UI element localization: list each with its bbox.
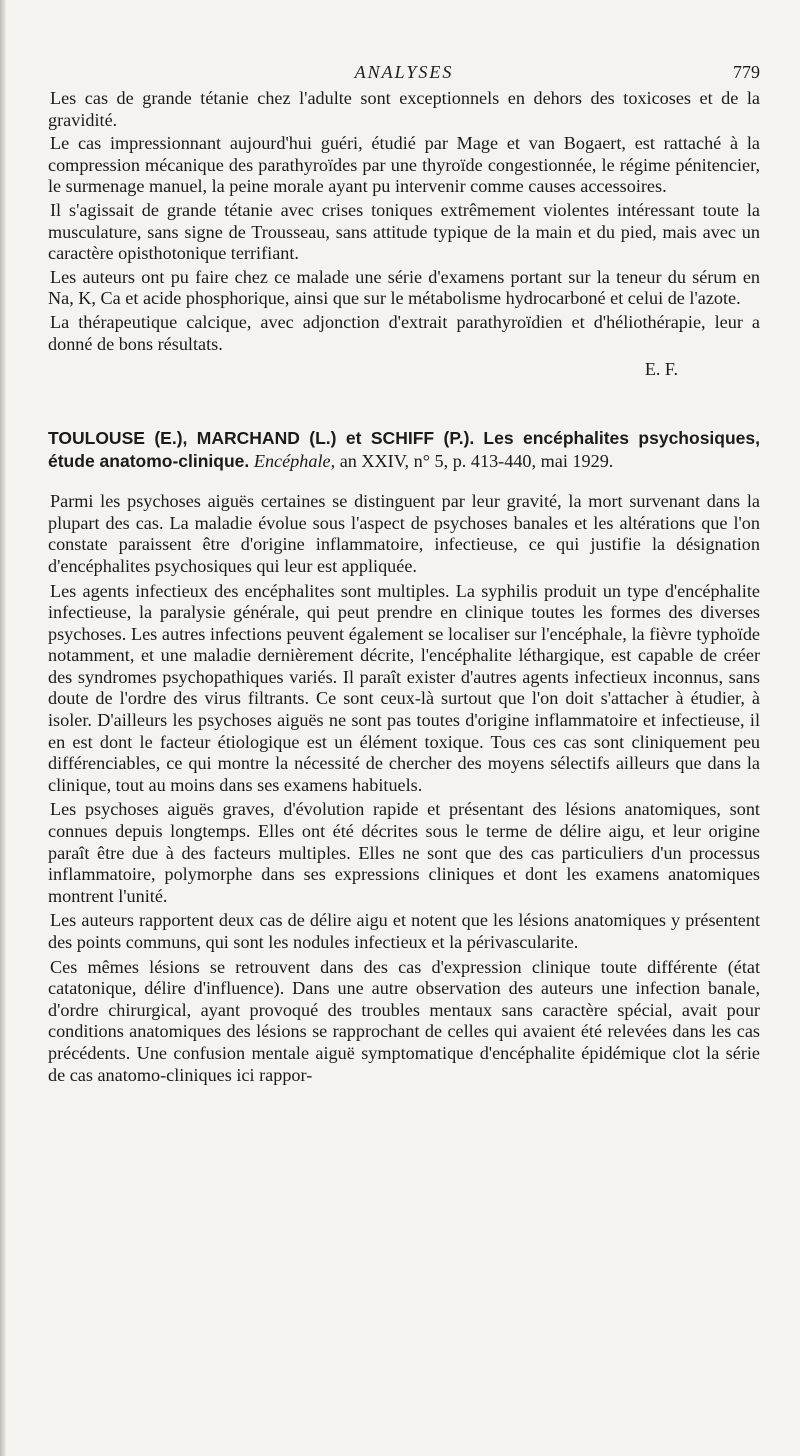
- citation-details: an XXIV, n° 5, p. 413-440, mai 1929.: [339, 451, 614, 472]
- reviewer-signature: E. F.: [644, 359, 678, 380]
- paragraph: Les cas de grande tétanie chez l'adulte sont exceptionnels en dehors des toxicoses et de la gravidité.: [48, 88, 760, 130]
- article-reference: [48, 427, 760, 473]
- paragraph: Il s'agissait de grande tétanie avec crises toniques extrêmement violentes intéressant toute la musculature, sans signe de Trousseau, sans attitude typique de la main et du pied, mais avec un caractère opisthotonique terrifiant.: [48, 199, 760, 264]
- paragraph: Les auteurs rapportent deux cas de délire aigu et notent que les lésions anatomiques y présentent des points communs, qui sont les nodules infectieux et la périvascularite.: [48, 910, 760, 952]
- review-tetanie: [48, 88, 760, 380]
- paragraph: Le cas impressionnant aujourd'hui guéri, étudié par Mage et van Bogaert, est rattaché à la compression mécanique des parathyroïdes par une thyroïde congestionnée, le régime pénitencier, le surmenage manuel, la peine morale ayant pu intervenir comme causes accessoires.: [48, 133, 760, 197]
- article-authors: TOULOUSE (E.), MARCHAND (L.) et SCHIFF (P.).: [48, 428, 475, 449]
- article-title: Les encéphalites psychosiques, étude anatomo-clinique.: [48, 428, 760, 472]
- page-number: 779: [733, 62, 760, 82]
- paragraph: La thérapeutique calcique, avec adjonction d'extrait parathyroïdien et d'héliothérapie, leur a donné de bons résultats.: [48, 311, 760, 354]
- paragraph: Les agents infectieux des encéphalites sont multiples. La syphilis produit un type d'encéphalite infectieuse, la paralysie générale, qui peut prendre en clinique toutes les formes des diverses psychoses. Les autres infections peuvent également se localiser sur l'encéphale, la fièvre typhoïde notamment, et une maladie dernièrement décrite, l'encéphalite léthargique, est capable de créer des syndromes psychopathiques variés. Il paraît exister d'autres agents infectieux inconnus, sans doute de l'ordre des virus filtrants. Ce sont ceux-là surtout que l'on doit s'attacher à étudier, à isoler. D'ailleurs les psychoses aiguës ne sont pas toutes d'origine inflammatoire et infectieuse, il en est dont le facteur étiologique est un élément toxique. Tous ces cas sont cliniquement peu différenciables, ce qui montre la nécessité de chercher des moyens sélectifs ailleurs que dans la clinique, tout au moins dans ses examens habituels.: [48, 580, 760, 795]
- paragraph: Les auteurs ont pu faire chez ce malade une série d'examens portant sur la teneur du sérum en Na, K, Ca et acide phosphorique, ainsi que sur le métabolisme hydrocarboné et celui de l'azote.: [48, 266, 760, 309]
- review-encephalites: [48, 491, 760, 1086]
- running-title: ANALYSES: [354, 62, 454, 82]
- document-page: [48, 62, 760, 1086]
- journal-name: Encéphale,: [253, 451, 336, 472]
- paragraph: Parmi les psychoses aiguës certaines se distinguent par leur gravité, la mort survenant dans la plupart des cas. La maladie évolue sous l'aspect de psychoses banales et les altérations que l'on constate paraissent être d'origine inflammatoire, infectieuse, ce qui justifie la désignation d'encéphalites psychosiques qui leur est appliquée.: [48, 491, 760, 576]
- page-header: [48, 62, 760, 88]
- paragraph: Les psychoses aiguës graves, d'évolution rapide et présentant des lésions anatomiques, sont connues depuis longtemps. Elles ont été décrites sous le terme de délire aigu, et leur origine paraît être due à des facteurs multiples. Elles ne sont que des cas particuliers d'un processus inflammatoire, polymorphe dans ses expressions cliniques et dont les examens anatomiques montrent l'unité.: [48, 799, 760, 906]
- page-edge-shadow: [0, 0, 6, 1456]
- paragraph: Ces mêmes lésions se retrouvent dans des cas d'expression clinique toute différente (état catatonique, délire d'influence). Dans une autre observation des auteurs une infection banale, d'ordre chirurgical, ayant provoqué des troubles mentaux sans caractère spécial, avait pour conditions anatomiques des lésions se rapprochant de celles qui avaient été relevées dans les cas précédents. Une confusion mentale aiguë symptomatique d'encéphalite épidémique clot la série de cas anatomo-cliniques ici rappor-: [48, 956, 760, 1085]
